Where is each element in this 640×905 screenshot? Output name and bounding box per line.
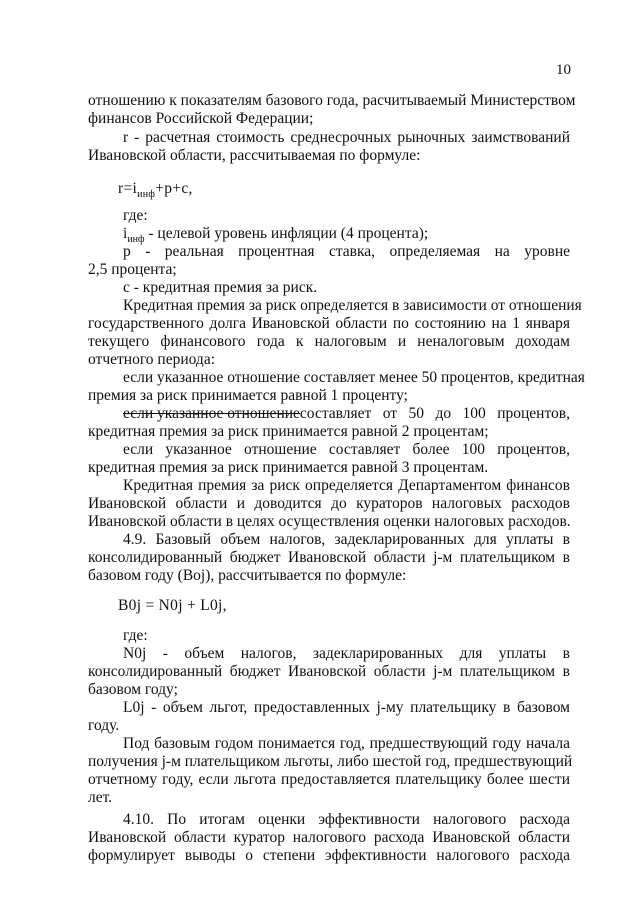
text-line: Под базовым годом понимается год, предшествующий году начала <box>123 735 570 752</box>
text-line: r - расчетная стоимость среднесрочных рыночных заимствований <box>123 129 570 146</box>
formula-r <box>118 180 193 204</box>
text-line: если указанное отношение составляет более 100 процентов, <box>123 441 570 458</box>
text-line: текущего финансового года к налоговым и неналоговым доходам <box>88 333 570 350</box>
text-line: с - кредитная премия за риск. <box>123 279 318 296</box>
text-line: Кредитная премия за риск определяется Департаментом финансов <box>123 477 570 494</box>
page-number: 10 <box>556 62 571 78</box>
symbol-subscript: инф <box>127 234 145 246</box>
text-line: году. <box>88 717 120 734</box>
definition-text: - целевой уровень инфляции (4 процента); <box>144 225 429 242</box>
text-line: N0j - объем налогов, задекларированных для уплаты в <box>123 645 570 662</box>
text-line: отчетному году, если льгота предоставляется плательщику более шести <box>88 771 570 788</box>
text-line: Ивановской области и доводится до кураторов налоговых расходов <box>88 495 570 512</box>
text-line: Ивановской области куратор налогового расхода Ивановской области <box>88 829 570 846</box>
text-line: консолидированный бюджет Ивановской области j-м плательщиком в <box>88 549 570 566</box>
text-line: получения j-м плательщиком льготы, либо шестой год, предшествующий <box>88 753 573 770</box>
text-line: базовом году (Boj), рассчитывается по формуле: <box>88 567 407 584</box>
text-line: L0j - объем льгот, предоставленных j-му плательщику в базовом <box>123 699 570 716</box>
formula-r-lhs: r=i <box>118 180 138 197</box>
text-rest: составляет от 50 до 100 процентов, <box>299 405 570 422</box>
text-line: Ивановской области в целях осуществления оценки налоговых расходов. <box>88 513 571 530</box>
text-line: лет. <box>88 789 113 806</box>
formula-b0j: B0j = N0j + L0j, <box>118 597 227 614</box>
text-line: если указанное отношение составляет менее 50 процентов, кредитная <box>123 369 585 386</box>
text-line: отчетного периода: <box>88 351 216 368</box>
text-line: где: <box>123 207 148 224</box>
text-line <box>123 405 570 423</box>
text-line: формулирует выводы о степени эффективности налогового расхода <box>88 847 570 864</box>
text-line: базовом году; <box>88 681 178 698</box>
symbol-i: i <box>123 225 128 242</box>
formula-r-rhs: +p+c, <box>155 180 193 197</box>
text-line: государственного долга Ивановской области по состоянию на 1 января <box>88 315 570 332</box>
text-line: Ивановской области, рассчитываемая по формуле: <box>88 147 421 164</box>
text-line: где: <box>123 627 148 644</box>
formula-r-subscript: инф <box>137 189 156 201</box>
text-line: p - реальная процентная ставка, определяемая на уровне <box>123 243 570 260</box>
text-line: Кредитная премия за риск определяется в зависимости от отношения <box>123 297 582 314</box>
text-line: 4.10. По итогам оценки эффективности налогового расхода <box>123 811 570 828</box>
text-line: кредитная премия за риск принимается равной 2 процентам; <box>88 423 489 440</box>
struck-text: если указанное отношение <box>123 405 300 422</box>
text-line: 4.9. Базовый объем налогов, задекларированных для уплаты в <box>123 531 570 548</box>
text-line: отношению к показателям базового года, расчитываемый Министерством <box>88 92 576 109</box>
text-line: кредитная премия за риск принимается равной 3 процентам. <box>88 459 489 476</box>
text-line: премия за риск принимается равной 1 проценту; <box>88 387 408 404</box>
text-line: консолидированный бюджет Ивановской области j-м плательщиком в <box>88 663 570 680</box>
text-line: 2,5 процента; <box>88 261 177 278</box>
text-line: финансов Российской Федерации; <box>88 110 314 127</box>
